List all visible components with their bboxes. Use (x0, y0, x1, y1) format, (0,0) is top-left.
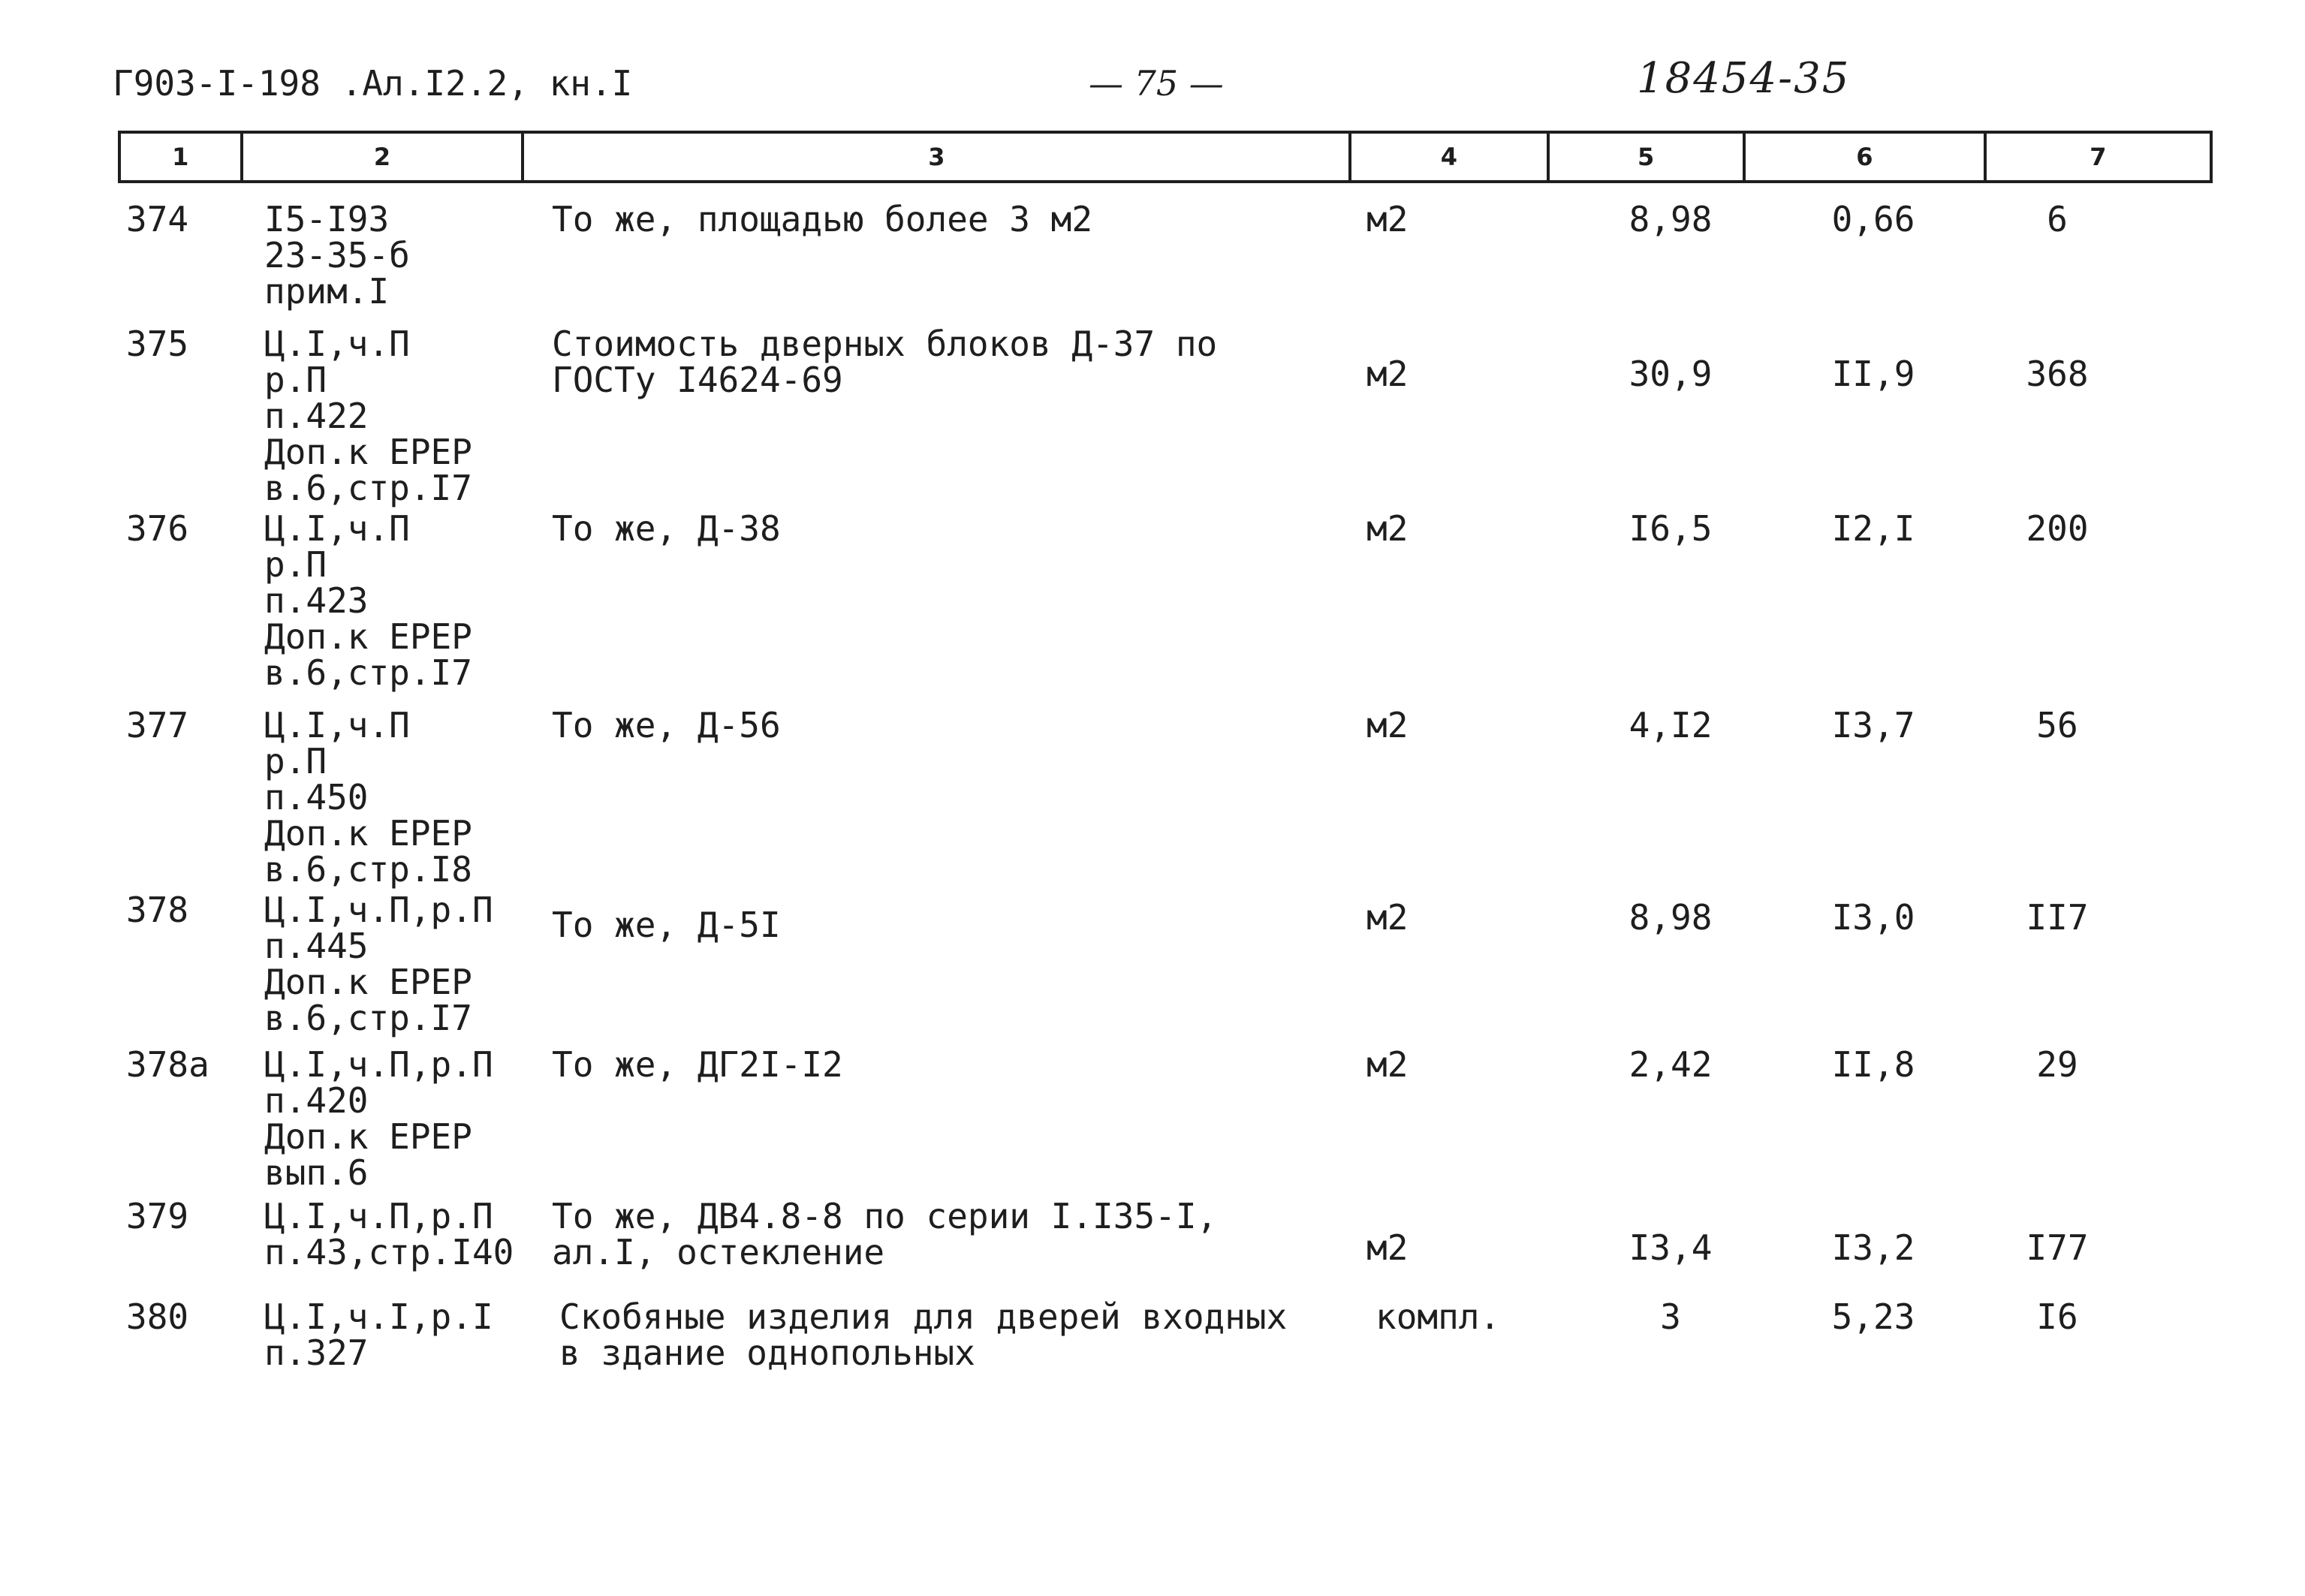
row-unit: м2 (1366, 508, 1409, 549)
row-total: 29 (2036, 1044, 2078, 1085)
row-number: 375 (126, 324, 189, 364)
row-quantity: 30,9 (1629, 354, 1713, 394)
row-reference: Ц.I,ч.П р.П п.423 Доп.к ЕРЕР в.6,стр.I7 (264, 508, 472, 693)
row-unit-price: 5,23 (1831, 1296, 1915, 1337)
document-reference: Г903-I-198 .Ал.I2.2, кн.I (113, 63, 633, 104)
column-header-7: 7 (2090, 143, 2107, 171)
row-total: 200 (2026, 508, 2089, 549)
row-reference: Ц.I,ч.П р.П п.422 Доп.к ЕРЕР в.6,стр.I7 (264, 324, 472, 508)
column-header-4: 4 (1351, 134, 1549, 180)
row-total: II7 (2026, 897, 2089, 938)
row-number: 379 (126, 1196, 189, 1236)
row-reference: Ц.I,ч.I,р.I п.327 (264, 1296, 493, 1373)
row-total: 368 (2026, 354, 2089, 394)
row-number: 378а (126, 1044, 209, 1085)
row-quantity: I3,4 (1629, 1227, 1713, 1268)
row-description: То же, Д-5I (552, 905, 781, 945)
row-unit: м2 (1366, 1044, 1409, 1085)
column-header-5: 5 (1550, 134, 1746, 180)
row-quantity: 8,98 (1629, 897, 1713, 938)
page-number: — 75 — (1089, 63, 1224, 104)
row-quantity: 3 (1660, 1296, 1681, 1337)
row-unit: м2 (1366, 897, 1409, 938)
row-description: То же, площадью более 3 м2 (552, 199, 1093, 239)
row-unit: компл. (1375, 1296, 1501, 1337)
row-description: То же, ДГ2I-I2 (552, 1044, 843, 1085)
row-reference: Ц.I,ч.П,р.П п.445 Доп.к ЕРЕР в.6,стр.I7 (264, 890, 493, 1038)
row-quantity: 4,I2 (1629, 705, 1713, 745)
row-reference: Ц.I,ч.П,р.П п.420 Доп.к ЕРЕР вып.6 (264, 1044, 493, 1193)
row-unit: м2 (1366, 199, 1409, 239)
row-number: 380 (126, 1296, 189, 1337)
row-unit-price: I3,2 (1831, 1227, 1915, 1268)
row-unit: м2 (1366, 354, 1409, 394)
row-description: То же, ДВ4.8-8 по серии I.I35-I, ал.I, остекление (552, 1196, 1218, 1272)
row-unit-price: I3,0 (1831, 897, 1915, 938)
column-header-3: 3 (524, 134, 1351, 180)
row-description: Стоимость дверных блоков Д-37 по ГОСТу I4624-69 (552, 324, 1218, 400)
row-quantity: I6,5 (1629, 508, 1713, 549)
row-number: 378 (126, 890, 189, 930)
row-reference: I5-I93 23-35-б прим.I (264, 199, 410, 312)
row-quantity: 8,98 (1629, 199, 1713, 239)
row-reference: Ц.I,ч.П,р.П п.43,стр.I40 (264, 1196, 514, 1272)
handwritten-code: 18454-35 (1637, 54, 1851, 103)
row-reference: Ц.I,ч.П р.П п.450 Доп.к ЕРЕР в.6,стр.I8 (264, 705, 472, 890)
row-number: 374 (126, 199, 189, 239)
row-description: Скобяные изделия для дверей входных в здание однопольных (559, 1296, 1288, 1373)
row-unit-price: 0,66 (1831, 199, 1915, 239)
row-unit-price: II,8 (1831, 1044, 1915, 1085)
row-unit: м2 (1366, 705, 1409, 745)
table-header (118, 131, 2213, 183)
row-total: I6 (2036, 1296, 2078, 1337)
column-header-2: 2 (243, 134, 525, 180)
column-header-6: 6 (1746, 134, 1987, 180)
row-total: 56 (2036, 705, 2078, 745)
row-unit-price: I2,I (1831, 508, 1915, 549)
row-unit-price: II,9 (1831, 354, 1915, 394)
row-total: I77 (2026, 1227, 2089, 1268)
row-quantity: 2,42 (1629, 1044, 1713, 1085)
row-number: 376 (126, 508, 189, 549)
row-description: То же, Д-38 (552, 508, 781, 549)
row-description: То же, Д-56 (552, 705, 781, 745)
row-total: 6 (2047, 199, 2068, 239)
row-unit: м2 (1366, 1227, 1409, 1268)
column-header-1: 1 (121, 134, 243, 180)
row-unit-price: I3,7 (1831, 705, 1915, 745)
row-number: 377 (126, 705, 189, 745)
